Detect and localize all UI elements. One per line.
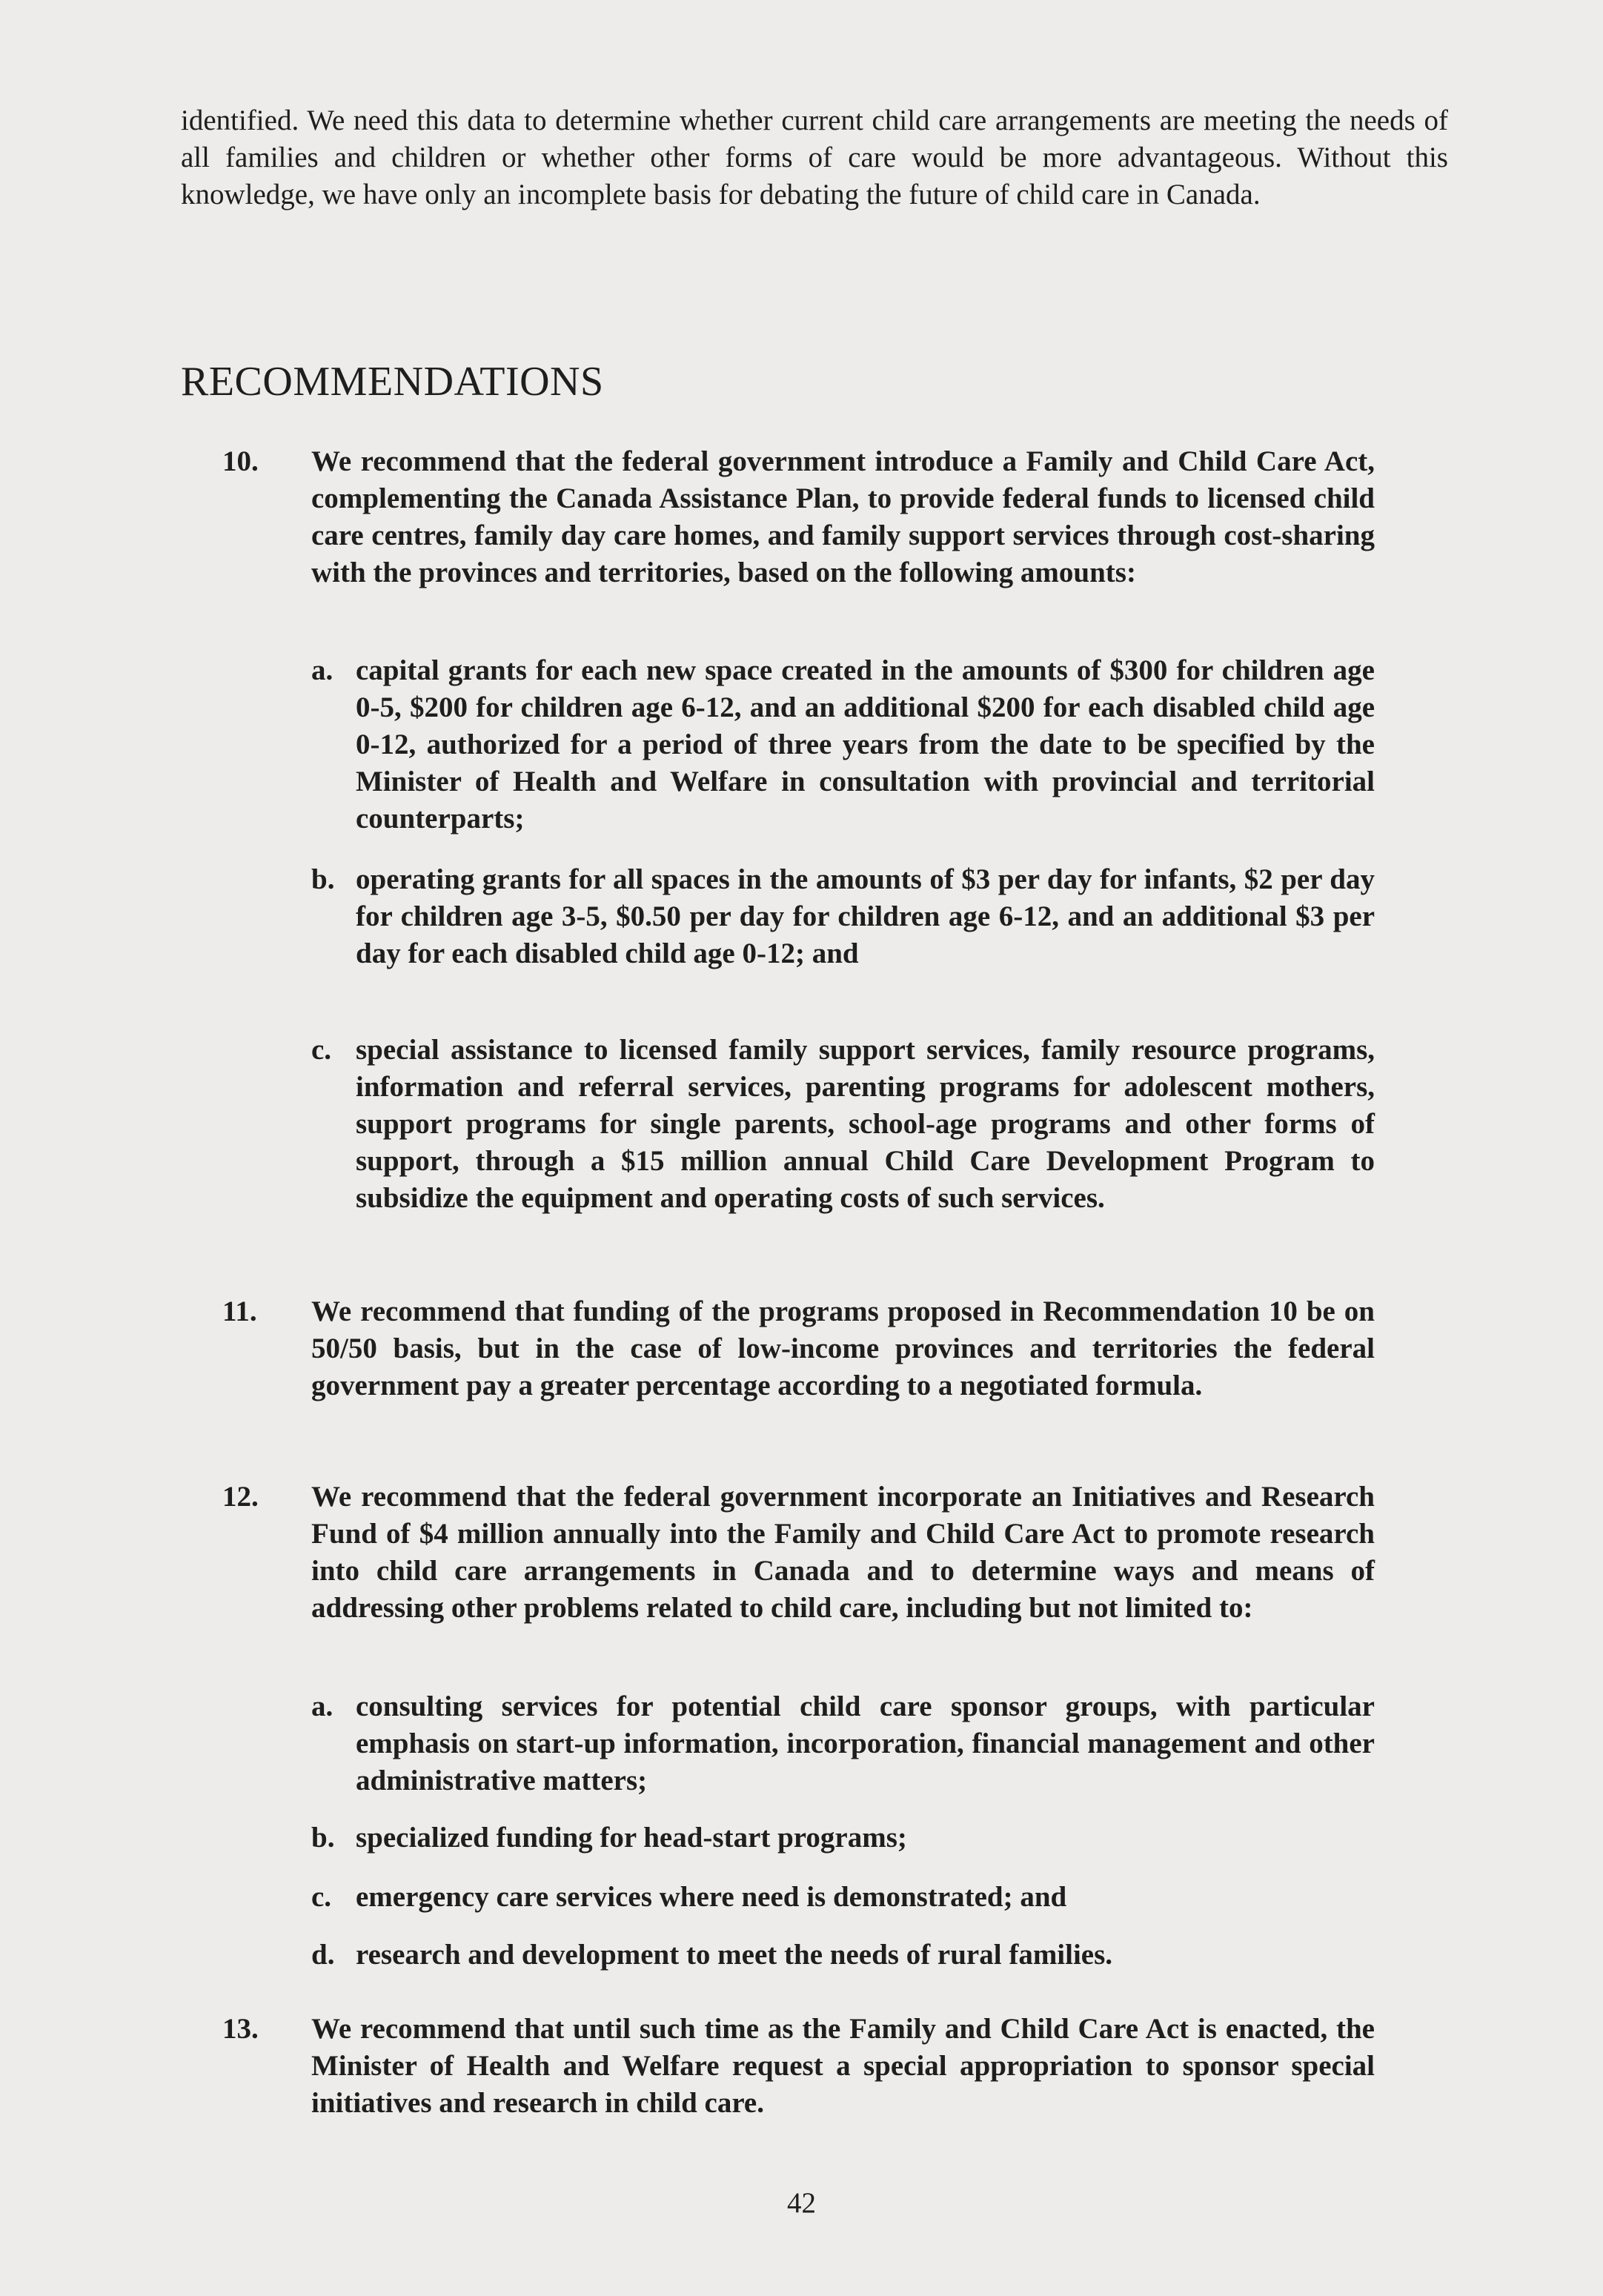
recommendation-11: [222, 1293, 1375, 1404]
item-letter: d.: [311, 1939, 335, 1971]
item-text: specialized funding for head-start programs;: [356, 1822, 907, 1854]
recommendation-number: 13.: [222, 2013, 259, 2045]
recommendation-number: 12.: [222, 1481, 259, 1513]
recommendation-12: [222, 1479, 1375, 1627]
item-letter: a.: [311, 654, 333, 686]
recommendation-12-item-a: [311, 1688, 1375, 1799]
item-letter: b.: [311, 863, 335, 895]
recommendation-text: We recommend that funding of the programs proposed in Recommendation 10 be on 50/50 basis, but in the case of low-income provinces and territories the federal government pay a greater percentage according to a negotiated formula.: [311, 1295, 1375, 1401]
intro-paragraph: identified. We need this data to determine whether current child care arrangements are meeting the needs of all families and children or whether other forms of care would be more advantageous. Without this knowledge, we have only an incomplete basis for debating the future of child care in Canada.: [181, 104, 1448, 210]
recommendation-text: We recommend that the federal government introduce a Family and Child Care Act, complementing the Canada Assistance Plan, to provide federal funds to licensed child care centres, family day care homes, and family support services through cost-sharing with the provinces and territories, based on the following amounts:: [311, 445, 1375, 588]
item-text: capital grants for each new space created in the amounts of $300 for children age 0-5, $200 for children age 6-12, and an additional $200 for each disabled child age 0-12, authorized for a period of three years from the date to be specified by the Minister of Health and Welfare in consultation with provincial and territorial counterparts;: [356, 654, 1375, 835]
recommendation-13: [222, 2011, 1375, 2122]
item-text: operating grants for all spaces in the amounts of $3 per day for infants, $2 per day for children age 3-5, $0.50 per day for children age 6-12, and an additional $3 per day for each disabled child age 0-12; and: [356, 863, 1375, 969]
item-text: special assistance to licensed family support services, family resource programs, information and referral services, parenting programs for adolescent mothers, support programs for single parents, school-age programs and other forms of support, through a $15 million annual Child Care Development Program to subsidize the equipment and operating costs of such services.: [356, 1034, 1375, 1214]
recommendation-10-item-c: [311, 1032, 1375, 1217]
item-letter: a.: [311, 1691, 333, 1722]
recommendation-12-item-d: [311, 1937, 1375, 1974]
recommendation-number: 11.: [222, 1295, 257, 1327]
item-letter: b.: [311, 1822, 335, 1854]
recommendation-text: We recommend that the federal government incorporate an Initiatives and Research Fund of $4 million annually into the Family and Child Care Act to promote research into child care arrangements in Canada and to determine ways and means of addressing other problems related to child care, including but not limited to:: [311, 1481, 1375, 1624]
recommendation-12-item-b: [311, 1819, 1375, 1857]
recommendation-text: We recommend that until such time as the Family and Child Care Act is enacted, the Minister of Health and Welfare request a special appropriation to sponsor special initiatives and research in child care.: [311, 2013, 1375, 2119]
item-letter: c.: [311, 1881, 332, 1913]
section-heading: RECOMMENDATIONS: [181, 359, 604, 405]
page-number: 42: [787, 2187, 816, 2219]
recommendation-10-item-a: [311, 652, 1375, 837]
item-text: research and development to meet the needs of rural families.: [356, 1939, 1113, 1971]
recommendation-number: 10.: [222, 445, 259, 477]
recommendation-10-item-b: [311, 861, 1375, 972]
recommendation-12-item-c: [311, 1879, 1375, 1916]
item-text: consulting services for potential child care sponsor groups, with particular emphasis on start-up information, incorporation, financial management and other administrative matters;: [356, 1691, 1375, 1796]
item-text: emergency care services where need is demonstrated; and: [356, 1881, 1067, 1913]
item-letter: c.: [311, 1034, 332, 1066]
recommendation-10: [222, 443, 1375, 591]
